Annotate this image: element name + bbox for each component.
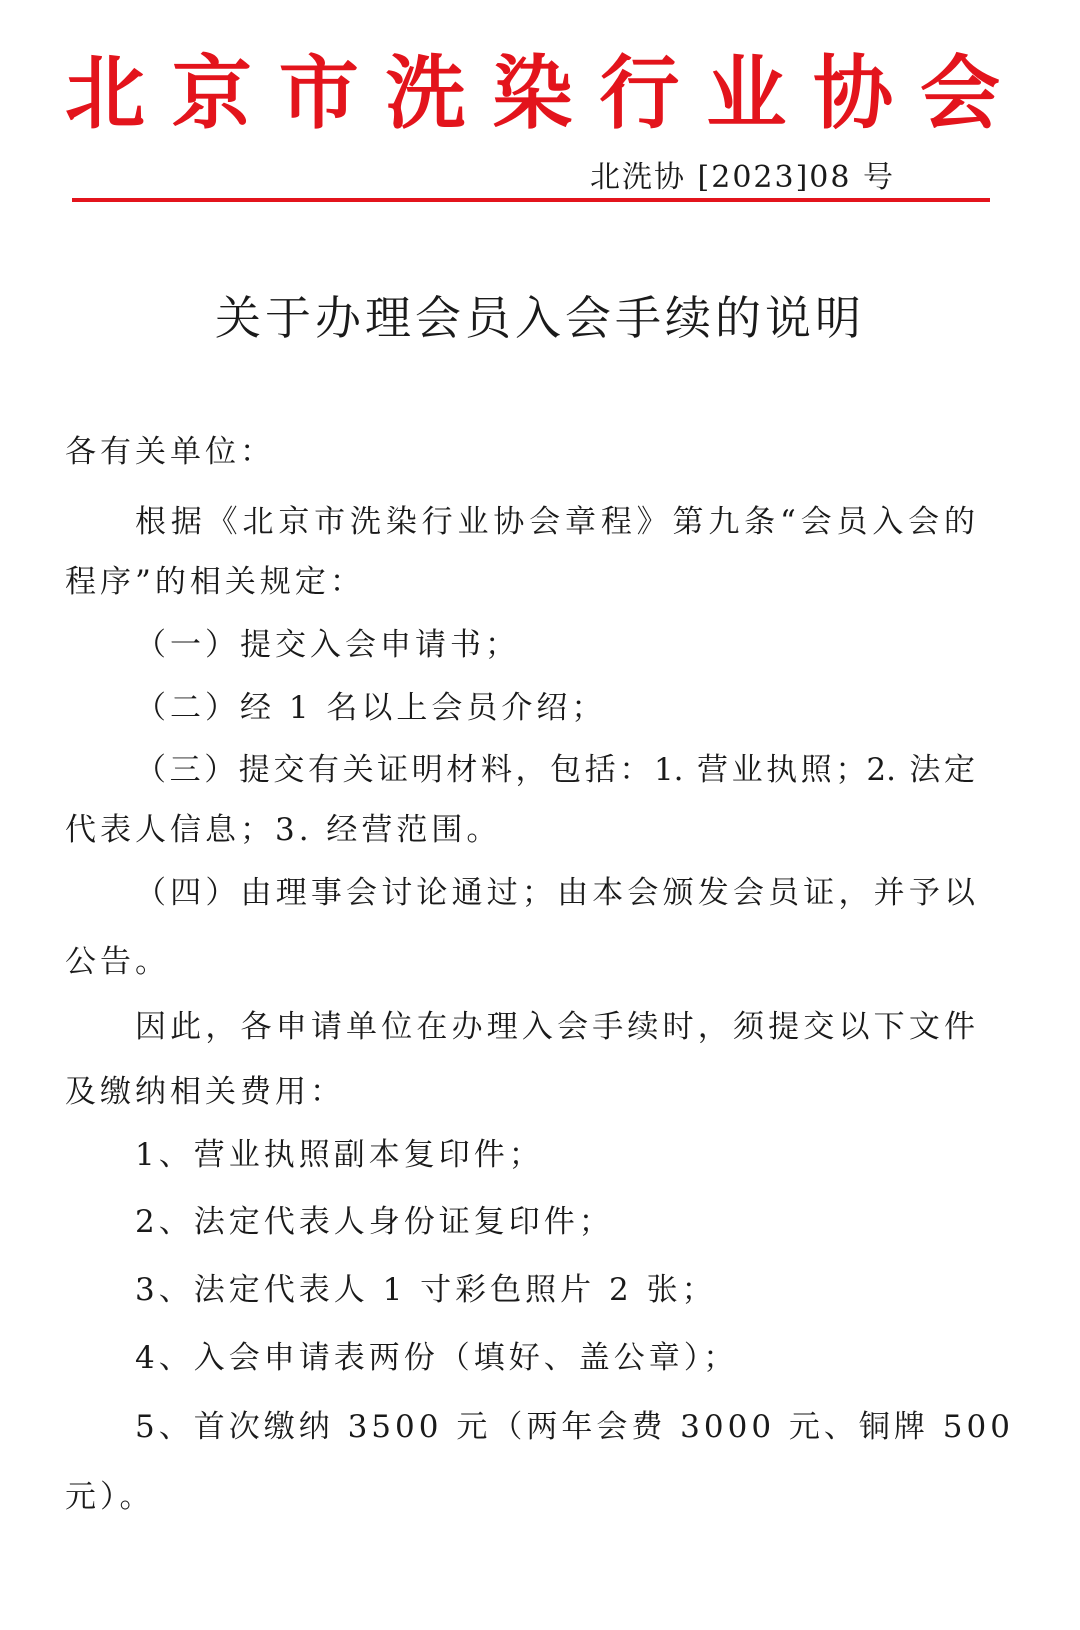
- requirement-item-1: 1、营业执照副本复印件；: [135, 1137, 544, 1173]
- requirement-item-5-continued: 元）。: [65, 1479, 155, 1515]
- procedure-item-1: （一）提交入会申请书；: [135, 627, 520, 663]
- red-divider-line: [72, 198, 990, 202]
- procedure-item-3-continued: 代表人信息；3. 经营范围。: [65, 812, 502, 848]
- intro-line: 根据《北京市洗染行业协会章程》第九条“会员入会的: [135, 504, 975, 540]
- requirements-intro-line: 因此，各申请单位在办理入会手续时，须提交以下文件: [135, 1009, 975, 1045]
- requirement-item-2: 2、法定代表人身份证复印件；: [135, 1204, 614, 1240]
- procedure-item-3: （三）提交有关证明材料，包括：1. 营业执照；2. 法定: [135, 752, 975, 788]
- document-title: 关于办理会员入会手续的说明: [215, 291, 865, 345]
- requirement-item-5: 5、首次缴纳 3500 元（两年会费 3000 元、铜牌 500: [135, 1409, 1014, 1445]
- salutation: 各有关单位：: [65, 434, 275, 470]
- procedure-item-4: （四）由理事会讨论通过；由本会颁发会员证，并予以: [135, 875, 975, 911]
- procedure-item-2: （二）经 1 名以上会员介绍；: [135, 690, 607, 726]
- requirement-item-3: 3、法定代表人 1 寸彩色照片 2 张；: [135, 1272, 717, 1308]
- intro-line: 程序”的相关规定：: [65, 564, 365, 600]
- procedure-item-4-continued: 公告。: [65, 944, 170, 980]
- organization-name-header: 北京市洗染行业协会: [65, 47, 1000, 140]
- requirements-intro-line: 及缴纳相关费用：: [65, 1074, 345, 1110]
- requirement-item-4: 4、入会申请表两份（填好、盖公章）；: [135, 1340, 739, 1376]
- document-number: 北洗协 [2023]08 号: [590, 160, 896, 195]
